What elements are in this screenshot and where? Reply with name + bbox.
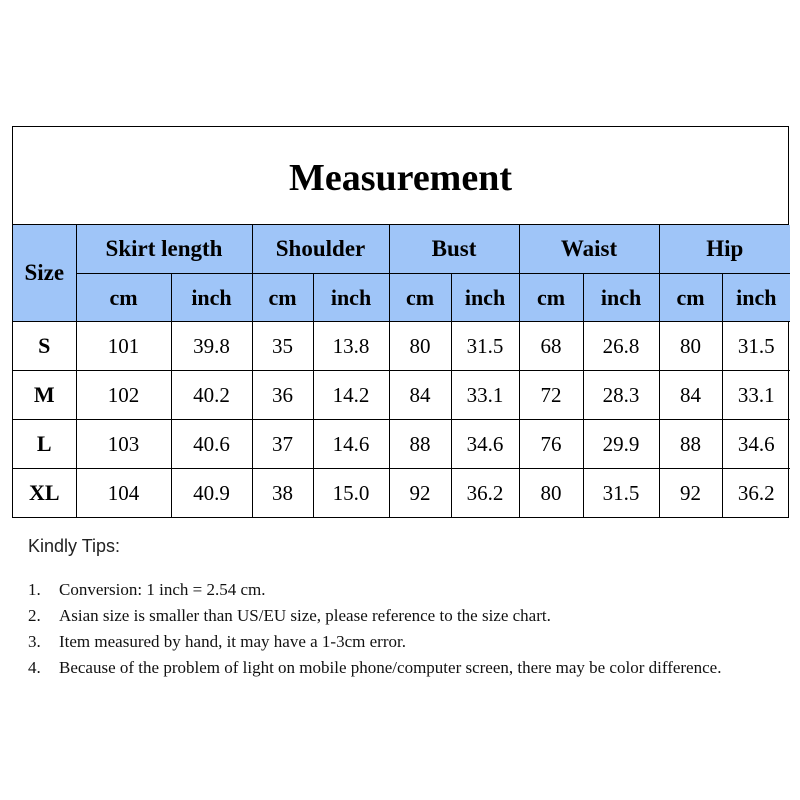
table-cell: 92 (389, 469, 451, 518)
tip-text: Because of the problem of light on mobile phone/computer screen, there may be color difference. (59, 658, 722, 677)
size-cell: S (13, 322, 76, 371)
table-row (13, 371, 790, 420)
table-cell: 15.0 (313, 469, 389, 518)
chart-title: Measurement (13, 127, 788, 225)
table-cell: 68 (519, 322, 583, 371)
unit-header-cm: cm (252, 274, 313, 322)
unit-header-inch: inch (583, 274, 659, 322)
tip-item (28, 629, 788, 655)
measure-header: Hip (659, 225, 790, 274)
table-cell: 39.8 (171, 322, 252, 371)
table-cell: 33.1 (722, 371, 790, 420)
table-cell: 101 (76, 322, 171, 371)
tip-item (28, 655, 788, 681)
table-row (13, 469, 790, 518)
table-cell: 84 (389, 371, 451, 420)
table-cell: 31.5 (451, 322, 519, 371)
tip-item (28, 603, 788, 629)
measure-header-row (13, 225, 790, 274)
tip-number: 2. (28, 606, 41, 625)
kindly-tips (28, 536, 788, 681)
table-cell: 80 (659, 322, 722, 371)
unit-header-cm: cm (76, 274, 171, 322)
measure-header: Bust (389, 225, 519, 274)
table-cell: 103 (76, 420, 171, 469)
size-cell: M (13, 371, 76, 420)
table-cell: 26.8 (583, 322, 659, 371)
tip-text: Asian size is smaller than US/EU size, please reference to the size chart. (59, 606, 551, 625)
table-cell: 35 (252, 322, 313, 371)
table-cell: 36.2 (451, 469, 519, 518)
table-row (13, 322, 790, 371)
table-cell: 76 (519, 420, 583, 469)
table-cell: 36 (252, 371, 313, 420)
table-cell: 31.5 (722, 322, 790, 371)
table-cell: 104 (76, 469, 171, 518)
measure-header: Shoulder (252, 225, 389, 274)
size-cell: XL (13, 469, 76, 518)
unit-header-cm: cm (389, 274, 451, 322)
unit-header-cm: cm (659, 274, 722, 322)
unit-header-inch: inch (313, 274, 389, 322)
table-cell: 14.2 (313, 371, 389, 420)
measure-header: Skirt length (76, 225, 252, 274)
table-cell: 37 (252, 420, 313, 469)
unit-header-inch: inch (171, 274, 252, 322)
table-cell: 38 (252, 469, 313, 518)
unit-header-inch: inch (451, 274, 519, 322)
table-cell: 14.6 (313, 420, 389, 469)
table-cell: 34.6 (451, 420, 519, 469)
table-cell: 88 (659, 420, 722, 469)
table-cell: 34.6 (722, 420, 790, 469)
table-row (13, 420, 790, 469)
size-table (13, 225, 790, 517)
tip-item (28, 577, 788, 603)
measure-header: Waist (519, 225, 659, 274)
table-cell: 33.1 (451, 371, 519, 420)
table-cell: 88 (389, 420, 451, 469)
table-cell: 29.9 (583, 420, 659, 469)
table-cell: 40.6 (171, 420, 252, 469)
table-cell: 80 (389, 322, 451, 371)
size-chart (12, 126, 789, 518)
tip-text: Conversion: 1 inch = 2.54 cm. (59, 580, 266, 599)
unit-header-cm: cm (519, 274, 583, 322)
table-cell: 92 (659, 469, 722, 518)
tip-text: Item measured by hand, it may have a 1-3cm error. (59, 632, 406, 651)
unit-header-inch: inch (722, 274, 790, 322)
table-cell: 102 (76, 371, 171, 420)
table-cell: 80 (519, 469, 583, 518)
table-cell: 28.3 (583, 371, 659, 420)
size-cell: L (13, 420, 76, 469)
table-cell: 36.2 (722, 469, 790, 518)
table-cell: 72 (519, 371, 583, 420)
tip-number: 4. (28, 658, 41, 677)
table-cell: 40.2 (171, 371, 252, 420)
tip-number: 3. (28, 632, 41, 651)
tips-list (28, 577, 788, 681)
tip-number: 1. (28, 580, 41, 599)
unit-header-row (13, 274, 790, 322)
table-cell: 13.8 (313, 322, 389, 371)
table-cell: 84 (659, 371, 722, 420)
size-header: Size (13, 225, 76, 322)
table-cell: 31.5 (583, 469, 659, 518)
tips-title: Kindly Tips: (28, 536, 121, 556)
table-cell: 40.9 (171, 469, 252, 518)
